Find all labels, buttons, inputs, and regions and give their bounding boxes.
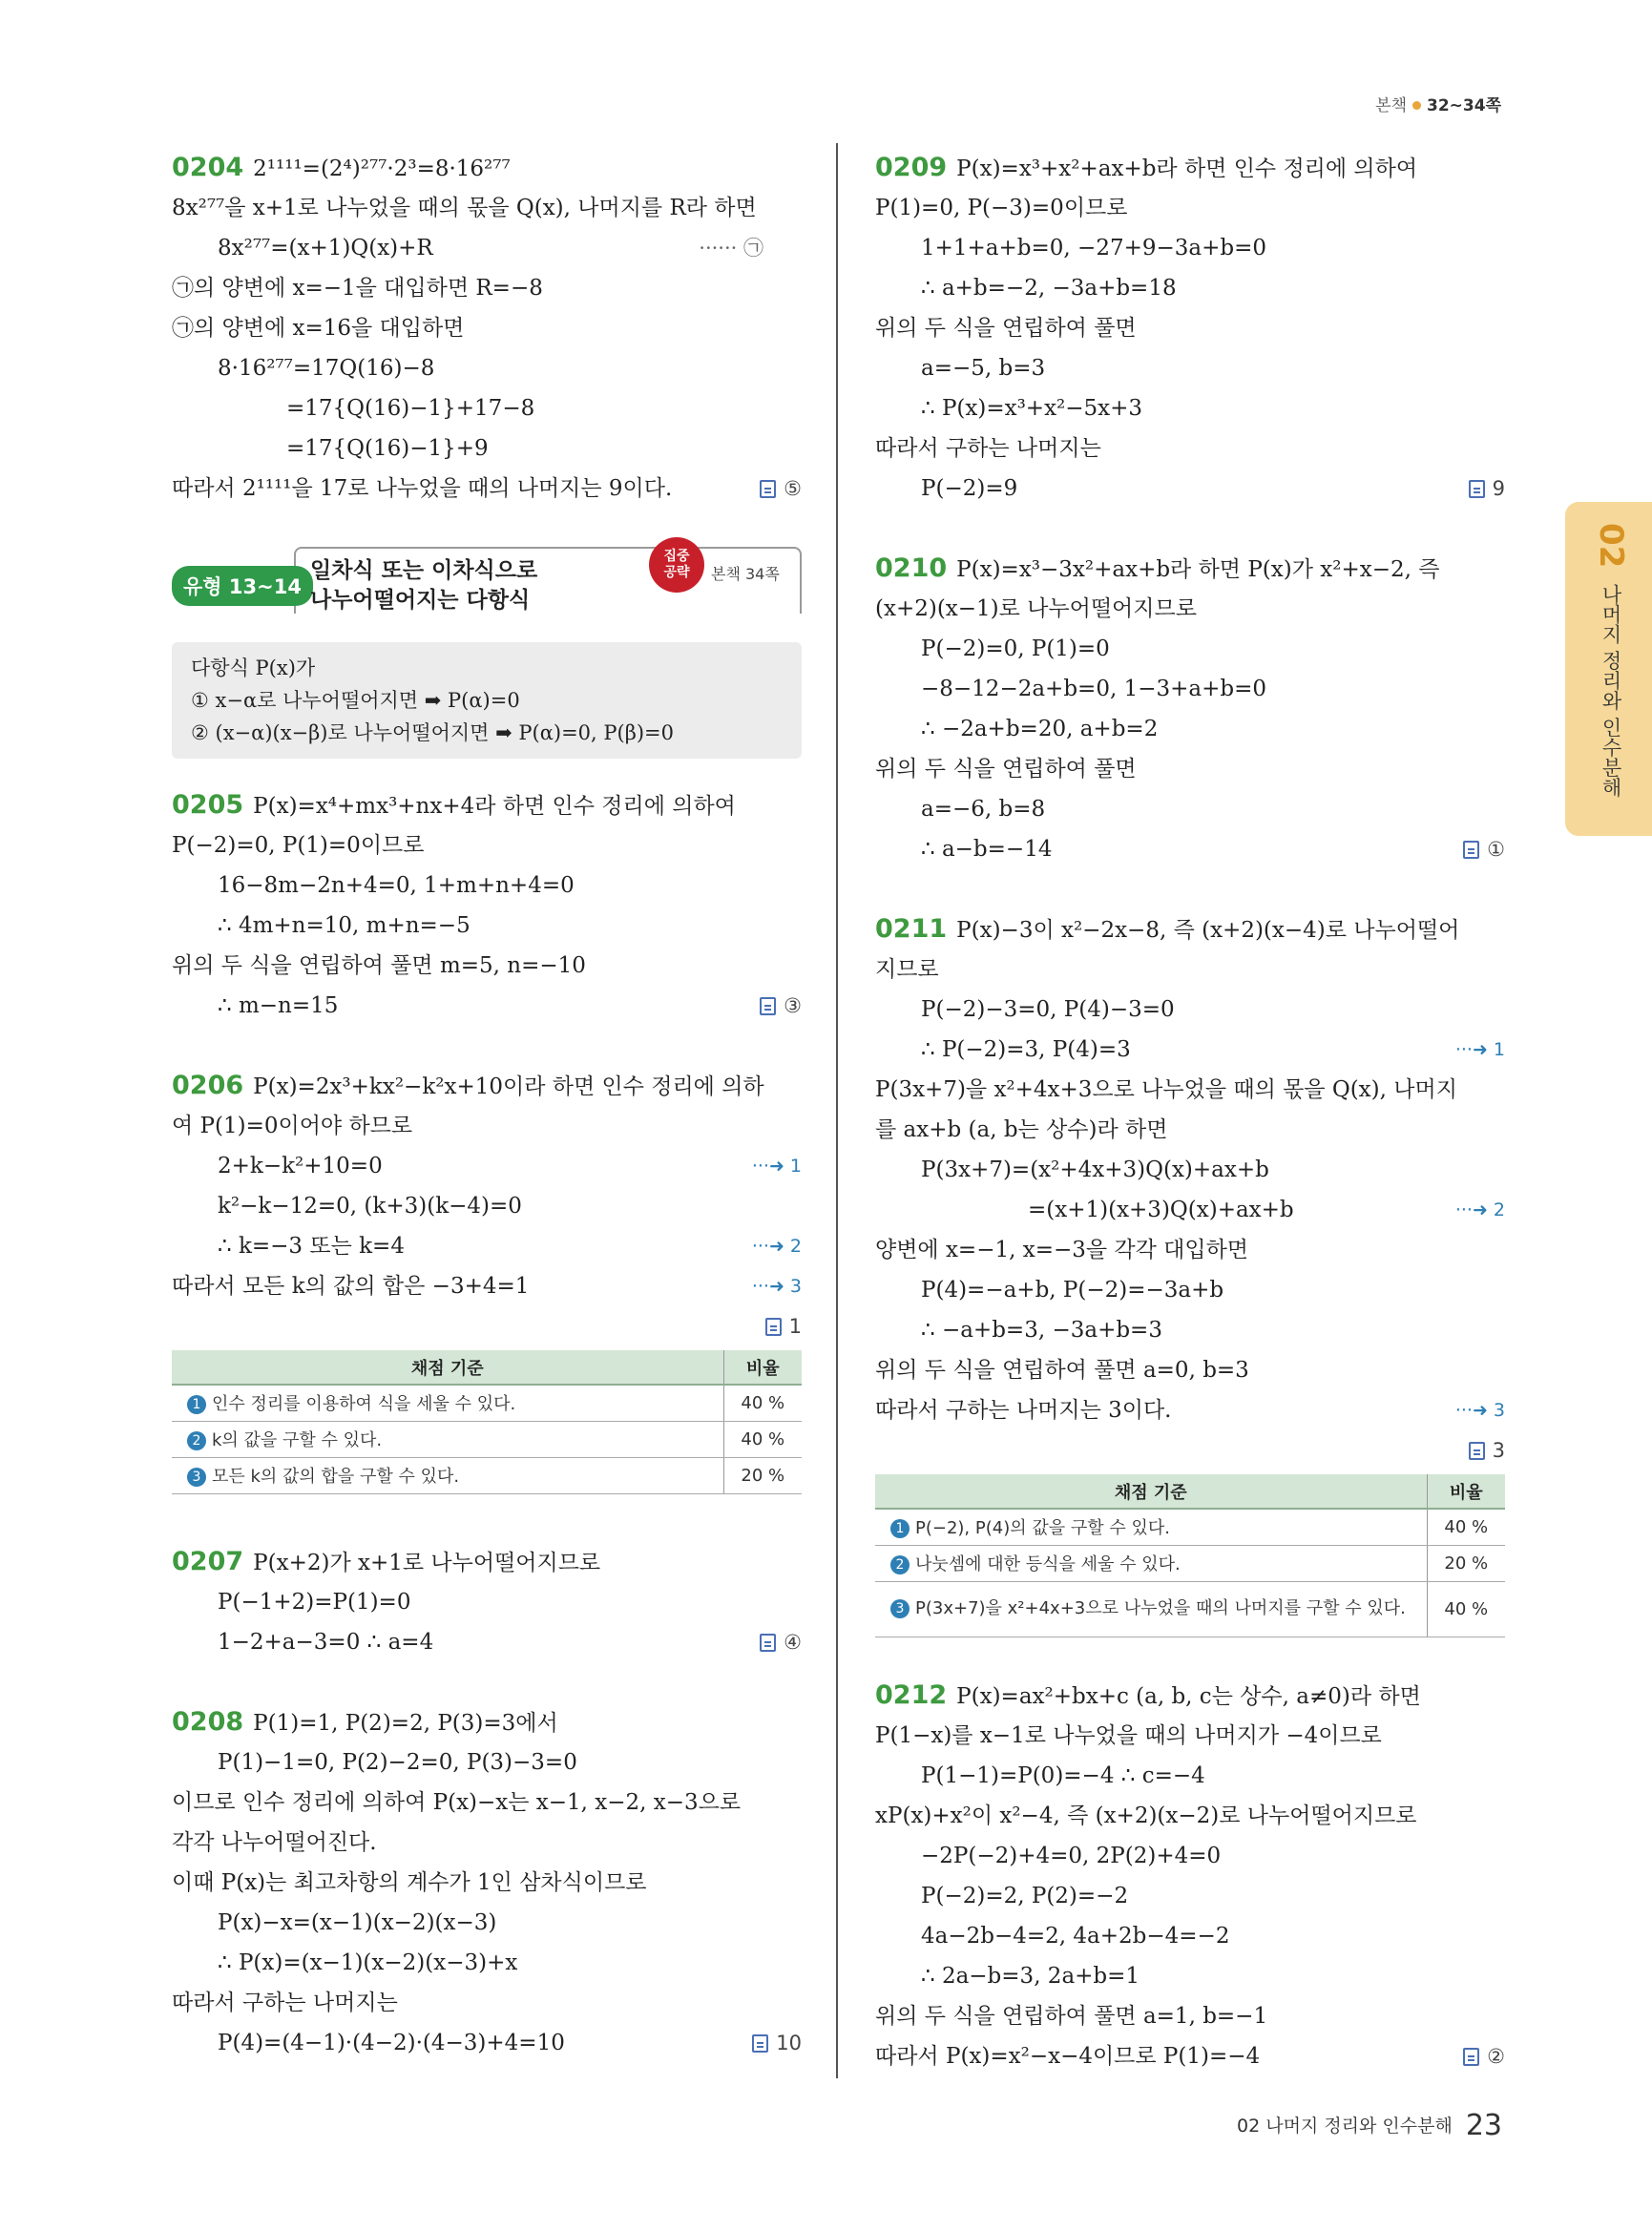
answer-icon — [760, 480, 776, 498]
solution-line: a=−5, b=3 — [921, 356, 1046, 381]
solution-line: ㉠의 양변에 x=16을 대입하면 — [172, 316, 465, 341]
solution-line: 4a−2b−4=2, 4a+2b−4=−2 — [921, 1923, 1230, 1949]
answer-value: 9 — [1492, 477, 1505, 500]
solution-line: (x+2)(x−1)로 나누어떨어지므로 — [875, 596, 1197, 621]
solution-line: 따라서 구하는 나머지는 3이다. — [875, 1398, 1172, 1423]
problem-number: 0204 — [172, 153, 244, 182]
solution-line: 2¹¹¹¹=(2⁴)²⁷⁷·2³=8·16²⁷⁷ — [253, 156, 511, 181]
solution-line: ∴ k=−3 또는 k=4 — [218, 1234, 405, 1259]
solution-line: 위의 두 식을 연립하여 풀면 a=0, b=3 — [875, 1358, 1249, 1383]
type-title — [310, 556, 537, 615]
ratio: 20 % — [1427, 1545, 1505, 1581]
type-header — [172, 537, 802, 642]
answer-value: ③ — [784, 994, 802, 1017]
criterion: k의 값을 구할 수 있다. — [212, 1430, 383, 1450]
solution-line: P(4)=(4−1)·(4−2)·(4−3)+4=10 — [218, 2030, 565, 2055]
solution-line: P(x)=x³−3x²+ax+b라 하면 P(x)가 x²+x−2, 즉 — [956, 557, 1440, 582]
solution-line: −8−12−2a+b=0, 1−3+a+b=0 — [921, 677, 1267, 701]
answer — [752, 2023, 802, 2063]
problem-0209 — [875, 148, 1505, 509]
problem-0211 — [875, 909, 1505, 1637]
solution-line: 지므로 — [875, 957, 939, 982]
footer-chapter: 02 나머지 정리와 인수분해 — [1237, 2116, 1453, 2137]
type-reference: 본책 34쪽 — [711, 565, 780, 583]
answer-icon — [760, 997, 776, 1015]
solution-line: P(x)=x³+x²+ax+b라 하면 인수 정리에 의하여 — [956, 156, 1418, 181]
solution-line: 여 P(1)=0이어야 하므로 — [172, 1114, 413, 1138]
chapter-number: 02 — [1592, 523, 1630, 569]
answer — [1463, 829, 1505, 869]
solution-line: P(−1+2)=P(1)=0 — [218, 1589, 411, 1615]
step-number: 2 — [187, 1431, 206, 1450]
summary-line: ① x−α로 나누어떨어지면 ➡ P(α)=0 — [191, 689, 520, 712]
solution-line: ∴ m−n=15 — [218, 993, 339, 1018]
step-number: 1 — [890, 1519, 910, 1538]
solution-line: ∴ 2a−b=3, 2a+b=1 — [921, 1963, 1140, 1989]
problem-number: 0210 — [875, 553, 948, 583]
solution-line: 위의 두 식을 연립하여 풀면 — [875, 316, 1137, 341]
ref-book: 본책 — [1375, 96, 1408, 115]
solution-line: P(1−x)를 x−1로 나누었을 때의 나머지가 −4이므로 — [875, 1722, 1382, 1748]
chapter-side-tab[interactable] — [1565, 502, 1652, 836]
problem-number: 0205 — [172, 790, 244, 820]
problem-number: 0208 — [172, 1706, 244, 1737]
solution-line: 위의 두 식을 연립하여 풀면 a=1, b=−1 — [875, 2003, 1268, 2029]
step-number: 2 — [890, 1555, 910, 1574]
step-mark: ···➜ 3 — [751, 1276, 802, 1297]
table-row — [875, 1509, 1505, 1545]
column-divider — [836, 143, 838, 2078]
chapter-title: 나머지 정리와 인수분해 — [1600, 584, 1622, 798]
answer — [1463, 2036, 1505, 2076]
answer-icon — [1463, 2048, 1479, 2066]
answer-value: ① — [1487, 838, 1505, 861]
solution-line: ㉠의 양변에 x=−1을 대입하면 R=−8 — [172, 276, 543, 301]
page-reference — [1375, 92, 1501, 115]
solution-line: ∴ −2a+b=20, a+b=2 — [921, 717, 1159, 741]
solution-line: 이때 P(x)는 최고차항의 계수가 1인 삼차식이므로 — [172, 1869, 647, 1895]
step-number: 3 — [187, 1468, 206, 1487]
problem-number: 0209 — [875, 153, 948, 182]
solution-line: P(3x+7)을 x²+4x+3으로 나누었을 때의 몫을 Q(x), 나머지 — [875, 1077, 1457, 1102]
problem-number: 0211 — [875, 914, 948, 944]
solution-line: P(x)−x=(x−1)(x−2)(x−3) — [218, 1909, 497, 1935]
solution-line: 8·16²⁷⁷=17Q(16)−8 — [218, 356, 435, 381]
problem-number: 0212 — [875, 1679, 948, 1710]
step-mark: ···➜ 3 — [1454, 1400, 1505, 1421]
answer-icon — [1469, 480, 1485, 498]
right-column — [875, 148, 1505, 2076]
page-footer — [1237, 2109, 1502, 2142]
problem-0205 — [172, 785, 802, 1026]
solution-line: P(1)=0, P(−3)=0이므로 — [875, 196, 1128, 220]
solution-line: P(1)−1=0, P(2)−2=0, P(3)−3=0 — [218, 1749, 577, 1775]
solution-line: 8x²⁷⁷을 x+1로 나누었을 때의 몫을 Q(x), 나머지를 R라 하면 — [172, 196, 757, 220]
solution-line: ∴ P(−2)=3, P(4)=3 — [921, 1037, 1131, 1062]
answer-icon — [765, 1318, 782, 1336]
solution-line: 위의 두 식을 연립하여 풀면 m=5, n=−10 — [172, 953, 586, 978]
solution-line: 따라서 구하는 나머지는 — [875, 436, 1101, 461]
answer — [760, 469, 802, 509]
solution-line: P(x)=x⁴+mx³+nx+4라 하면 인수 정리에 의하여 — [253, 794, 736, 819]
answer-icon — [760, 1634, 776, 1652]
solution-line: P(x)−3이 x²−2x−8, 즉 (x+2)(x−4)로 나누어떨어 — [956, 918, 1460, 943]
table-header: 채점 기준 — [172, 1350, 723, 1385]
ratio: 40 % — [723, 1385, 802, 1421]
solution-line: xP(x)+x²이 x²−4, 즉 (x+2)(x−2)로 나누어떨어지므로 — [875, 1803, 1417, 1828]
answer-icon — [1463, 841, 1479, 859]
solution-line: 따라서 2¹¹¹¹을 17로 나누었을 때의 나머지는 9이다. — [172, 476, 673, 501]
solution-line: P(x)=2x³+kx²−k²x+10이라 하면 인수 정리에 의하 — [253, 1074, 764, 1099]
left-column — [172, 148, 802, 2063]
solution-line: =17{Q(16)−1}+9 — [286, 436, 489, 461]
problem-0207 — [172, 1542, 802, 1662]
badge-line: 공략 — [663, 565, 690, 580]
answer-value: 3 — [1492, 1439, 1505, 1462]
solution-line: ∴ 4m+n=10, m+n=−5 — [218, 913, 471, 938]
summary-line: 다항식 P(x)가 — [191, 657, 316, 679]
solution-line: 양변에 x=−1, x=−3을 각각 대입하면 — [875, 1238, 1249, 1262]
solution-line: P(−2)=2, P(2)=−2 — [921, 1883, 1129, 1908]
bullet-dot-icon — [1412, 101, 1421, 110]
criterion: 모든 k의 값의 합을 구할 수 있다. — [212, 1467, 460, 1487]
solution-line: −2P(−2)+4=0, 2P(2)+4=0 — [921, 1843, 1222, 1868]
solution-line: P(1)=1, P(2)=2, P(3)=3에서 — [253, 1710, 558, 1736]
table-row — [172, 1385, 802, 1421]
solution-line: k²−k−12=0, (k+3)(k−4)=0 — [218, 1194, 522, 1219]
table-row — [172, 1457, 802, 1493]
answer — [1469, 469, 1505, 509]
problem-0212 — [875, 1676, 1505, 2076]
solution-line: 16−8m−2n+4=0, 1+m+n+4=0 — [218, 873, 575, 898]
answer — [760, 986, 802, 1026]
answer-value: 10 — [776, 2031, 802, 2054]
chapter-tab-text — [1592, 523, 1630, 797]
table-row — [875, 1581, 1505, 1637]
table-header: 채점 기준 — [875, 1474, 1427, 1509]
solution-line: P(4)=−a+b, P(−2)=−3a+b — [921, 1278, 1224, 1303]
solution-line: P(−2)=9 — [921, 476, 1018, 501]
answer-value: ⑤ — [784, 477, 802, 500]
type-title-line: 일차식 또는 이차식으로 — [310, 558, 538, 583]
ratio: 20 % — [723, 1457, 802, 1493]
solution-line: P(−2)=0, P(1)=0이므로 — [172, 833, 425, 858]
table-row — [875, 1545, 1505, 1581]
criterion: 인수 정리를 이용하여 식을 세울 수 있다. — [212, 1394, 516, 1415]
problem-number: 0206 — [172, 1071, 244, 1100]
solution-line: ∴ a−b=−14 — [921, 837, 1053, 862]
solution-line: P(x)=ax²+bx+c (a, b, c는 상수, a≠0)라 하면 — [956, 1683, 1421, 1709]
solution-line: P(−2)=0, P(1)=0 — [921, 636, 1110, 661]
solution-line: P(1−1)=P(0)=−4 ∴ c=−4 — [921, 1762, 1205, 1788]
problem-0206 — [172, 1066, 802, 1494]
solution-line: 따라서 P(x)=x²−x−4이므로 P(1)=−4 — [875, 2043, 1261, 2069]
ratio: 40 % — [723, 1421, 802, 1457]
answer — [760, 1622, 802, 1662]
solution-line: =(x+1)(x+3)Q(x)+ax+b — [1028, 1198, 1294, 1222]
problem-0210 — [875, 549, 1505, 869]
solution-line: 2+k−k²+10=0 — [218, 1154, 383, 1178]
type-title-line: 나누어떨어지는 다항식 — [310, 588, 531, 613]
answer — [765, 1306, 802, 1346]
ratio: 40 % — [1427, 1509, 1505, 1545]
solution-line: =17{Q(16)−1}+17−8 — [286, 396, 535, 421]
step-mark: ···➜ 1 — [1454, 1039, 1505, 1060]
step-number: 1 — [187, 1395, 206, 1414]
page-number: 23 — [1465, 2109, 1503, 2142]
badge-line: 집중 — [663, 549, 690, 564]
table-header: 비율 — [1427, 1474, 1505, 1509]
focus-badge — [649, 537, 704, 593]
table-header: 비율 — [723, 1350, 802, 1385]
solution-line: P(3x+7)=(x²+4x+3)Q(x)+ax+b — [921, 1157, 1269, 1182]
summary-line: ② (x−α)(x−β)로 나누어떨어지면 ➡ P(α)=0, P(β)=0 — [191, 721, 674, 744]
solution-line: P(−2)−3=0, P(4)−3=0 — [921, 997, 1175, 1022]
solution-line: 1+1+a+b=0, −27+9−3a+b=0 — [921, 236, 1267, 261]
solution-line: 각각 나누어떨어진다. — [172, 1829, 377, 1855]
solution-line: a=−6, b=8 — [921, 797, 1046, 822]
step-mark: ···➜ 2 — [1454, 1199, 1505, 1220]
answer-value: ② — [1487, 2044, 1505, 2068]
answer-icon — [752, 2034, 768, 2053]
solution-line: P(x+2)가 x+1로 나누어떨어지므로 — [253, 1550, 601, 1575]
problem-0208 — [172, 1702, 802, 2063]
solution-line: 8x²⁷⁷=(x+1)Q(x)+R — [218, 236, 433, 261]
answer-value: ④ — [784, 1630, 802, 1654]
solution-line: 따라서 구하는 나머지는 — [172, 1990, 398, 2015]
ratio: 40 % — [1427, 1581, 1505, 1637]
solution-line: ∴ P(x)=(x−1)(x−2)(x−3)+x — [218, 1950, 518, 1975]
solution-line: 1−2+a−3=0 ∴ a=4 — [218, 1629, 434, 1655]
grading-table — [172, 1350, 802, 1494]
solution-line: ∴ a+b=−2, −3a+b=18 — [921, 276, 1177, 301]
answer — [1469, 1430, 1505, 1470]
answer-value: 1 — [788, 1315, 802, 1338]
answer-icon — [1469, 1442, 1485, 1460]
grading-table — [875, 1474, 1505, 1637]
ref-pages: 32~34쪽 — [1427, 96, 1501, 115]
solution-line: ∴ −a+b=3, −3a+b=3 — [921, 1318, 1162, 1343]
solution-line: 를 ax+b (a, b는 상수)라 하면 — [875, 1117, 1168, 1142]
step-mark: ···➜ 1 — [751, 1156, 802, 1177]
equation-tag: ······ ㉠ — [699, 237, 763, 260]
criterion: 나눗셈에 대한 등식을 세울 수 있다. — [915, 1554, 1181, 1574]
solution-line: 이므로 인수 정리에 의하여 P(x)−x는 x−1, x−2, x−3으로 — [172, 1789, 742, 1815]
problem-0204 — [172, 148, 802, 509]
solution-line: 따라서 모든 k의 값의 합은 −3+4=1 — [172, 1274, 530, 1299]
step-mark: ···➜ 2 — [751, 1236, 802, 1257]
step-number: 3 — [890, 1599, 910, 1618]
solution-line: ∴ P(x)=x³+x²−5x+3 — [921, 396, 1143, 421]
type-summary — [172, 642, 802, 759]
criterion: P(3x+7)을 x²+4x+3으로 나누었을 때의 나머지를 구할 수 있다. — [915, 1598, 1406, 1618]
type-pill: 유형 13~14 — [172, 566, 313, 606]
problem-number: 0207 — [172, 1546, 244, 1576]
table-row — [172, 1421, 802, 1457]
solution-line: 위의 두 식을 연립하여 풀면 — [875, 757, 1137, 782]
criterion: P(−2), P(4)의 값을 구할 수 있다. — [915, 1518, 1170, 1539]
